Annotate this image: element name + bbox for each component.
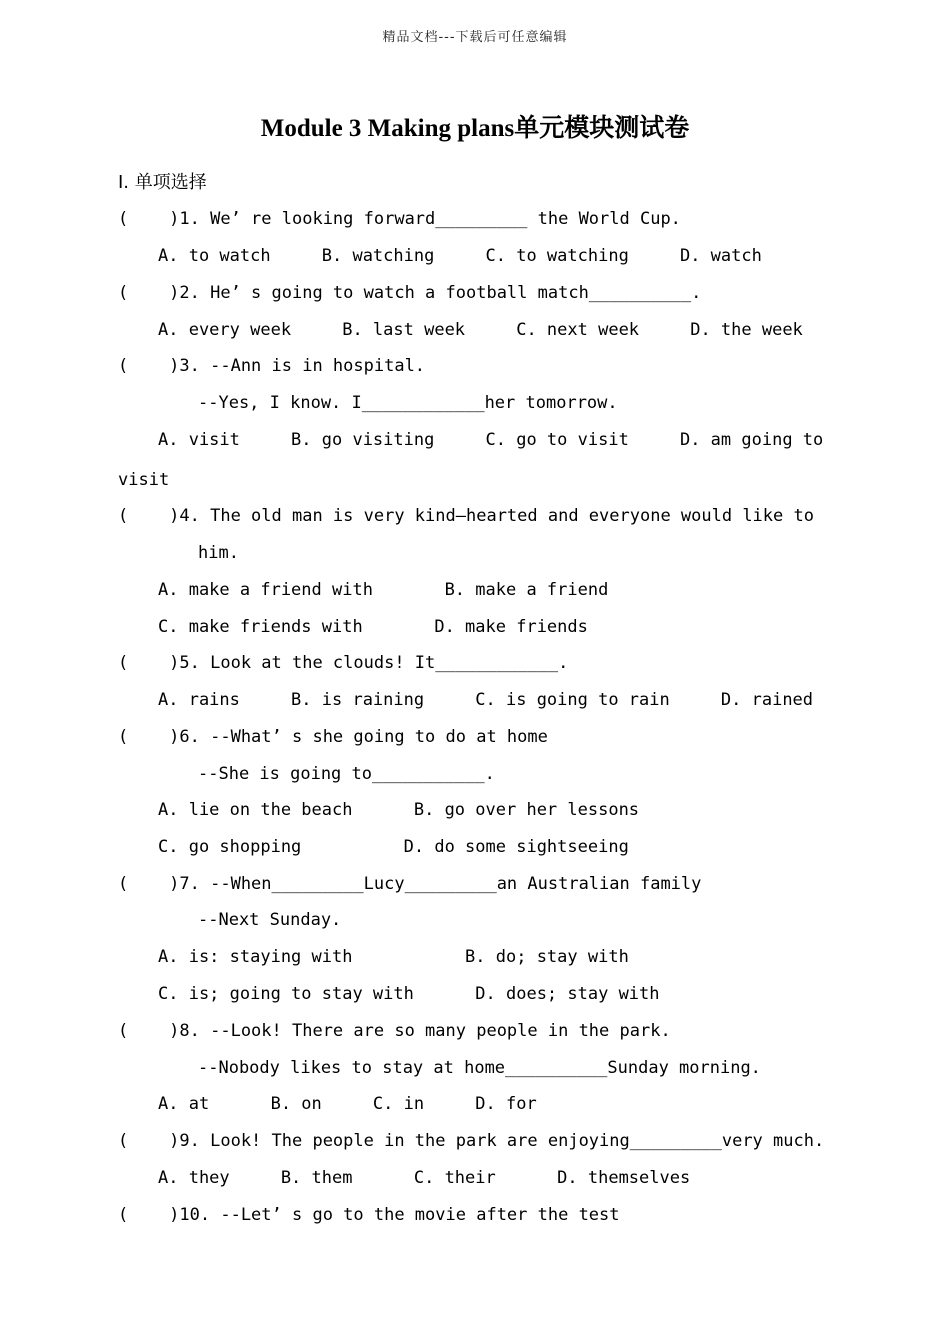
option-line: A. every week B. last week C. next week D. the week: [158, 320, 803, 340]
question-line: ( )3. --Ann is in hospital.: [118, 356, 426, 376]
page-header: 精品文档---下载后可任意编辑: [382, 30, 568, 45]
question-line: ( )2. He’ s going to watch a football match__________.: [118, 283, 702, 303]
option-line: C. is; going to stay with D. does; stay with: [158, 984, 660, 1004]
option-line: A. lie on the beach B. go over her lessons: [158, 800, 640, 820]
option-line: --Yes, I know. I____________her tomorrow.: [198, 393, 618, 413]
option-line: --Nobody likes to stay at home__________Sunday morning.: [198, 1058, 761, 1078]
option-line: A. they B. them C. their D. themselves: [158, 1168, 691, 1188]
option-line: A. at B. on C. in D. for: [158, 1094, 537, 1114]
option-line: --Next Sunday.: [198, 910, 342, 930]
question-line: ( )6. --What’ s she going to do at home: [118, 727, 548, 747]
option-line: C. make friends with D. make friends: [158, 617, 588, 637]
document-title: Module 3 Making plans单元模块测试卷: [260, 115, 690, 142]
question-line: ( )8. --Look! There are so many people in the park.: [118, 1021, 671, 1041]
question-line: ( )4. The old man is very kind—hearted and everyone would like to: [118, 506, 814, 526]
section-heading: Ⅰ. 单项选择: [118, 172, 207, 193]
option-line: A. rains B. is raining C. is going to rain D. rained: [158, 690, 814, 710]
option-line: A. visit B. go visiting C. go to visit D. am going to: [158, 430, 824, 450]
option-line: visit: [118, 470, 170, 490]
option-line: --She is going to___________.: [198, 764, 495, 784]
option-line: A. make a friend with B. make a friend: [158, 580, 609, 600]
option-line: him.: [198, 543, 239, 563]
question-line: ( )1. We’ re looking forward_________ the World Cup.: [118, 209, 681, 229]
option-line: A. is: staying with B. do; stay with: [158, 947, 629, 967]
option-line: C. go shopping D. do some sightseeing: [158, 837, 629, 857]
question-line: ( )9. Look! The people in the park are enjoying_________very much.: [118, 1131, 825, 1151]
question-line: ( )7. --When_________Lucy_________an Australian family: [118, 874, 702, 894]
question-line: ( )10. --Let’ s go to the movie after the test: [118, 1205, 620, 1225]
question-line: ( )5. Look at the clouds! It____________.: [118, 653, 569, 673]
option-line: A. to watch B. watching C. to watching D. watch: [158, 246, 762, 266]
